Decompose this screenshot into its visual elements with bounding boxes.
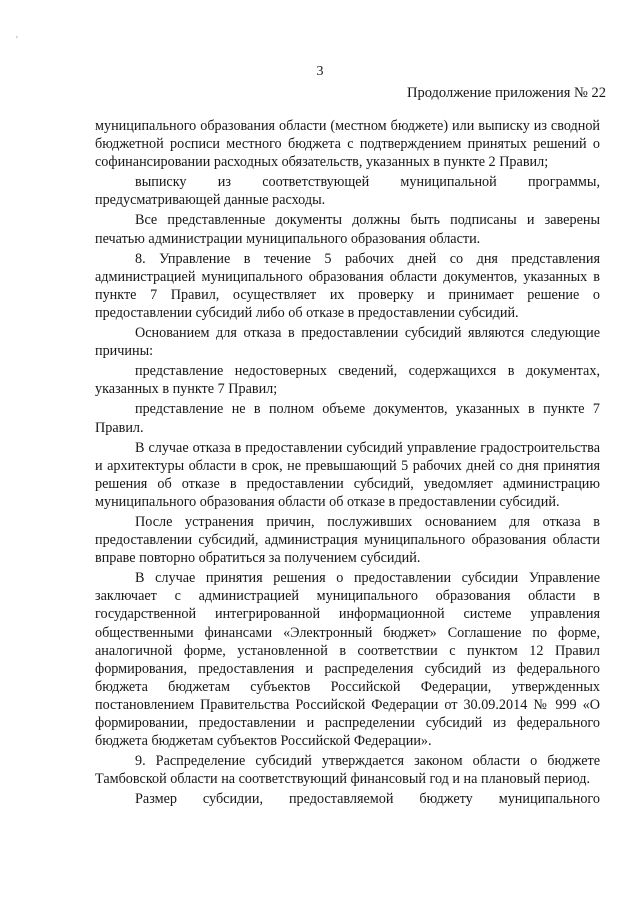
paragraph: выписку из соответствующей муниципальной программы, предусматривающей данные расходы. [95, 174, 600, 209]
paragraph: В случае принятия решения о предоставлении субсидии Управление заключает с администрацией муниципального образования области в государственной интегрированной информационной системе управления общественными финансами «Электронный бюджет» Соглашение по форме, аналогичной форме, установленной в соответствии с пунктом 12 Правил формирования, предоставления и распределения субсидий из федерального бюджета бюджетам субъектов Российской Федерации, утвержденных постановлением Правительства Российской Федерации от 30.09.2014 № 999 «О формировании, предоставлении и распределении субсидий из федерального бюджета бюджетам субъектов Российской Федерации». [95, 570, 600, 750]
paragraph: После устранения причин, послуживших основанием для отказа в предоставлении субсидий, администрация муниципального образования области вправе повторно обратиться за получением субсидий. [95, 513, 600, 567]
paragraph: Размер субсидии, предоставляемой бюджету муниципального [135, 791, 600, 808]
page-number: 3 [316, 64, 324, 79]
paragraph: 8. Управление в течение 5 рабочих дней со дня представления администрацией муниципального образования области документов, указанных в пункте 7 Правил, осуществляет их проверку и принимает решение о предоставлении субсидий либо об отказе в предоставлении субсидий. [95, 250, 600, 321]
margin-mark: ' [16, 35, 18, 46]
paragraph: Все представленные документы должны быть подписаны и заверены печатью администрации муниципального образования области. [95, 212, 600, 247]
paragraph: представление недостоверных сведений, содержащихся в документах, указанных в пункте 7 Правил; [95, 363, 600, 398]
paragraph: 9. Распределение субсидий утверждается законом области о бюджете Тамбовской области на соответствующий финансовый год и на плановый период. [95, 753, 600, 788]
paragraph: Основанием для отказа в предоставлении субсидий являются следующие причины: [95, 325, 600, 360]
appendix-label: Продолжение приложения № 22 [407, 85, 606, 101]
paragraph: муниципального образования области (местном бюджете) или выписку из сводной бюджетной росписи местного бюджета с подтверждением принятых решений о софинансировании расходных обязательств, указанных в пункте 2 Правил; [95, 118, 600, 171]
paragraph: представление не в полном объеме документов, указанных в пункте 7 Правил. [95, 401, 600, 436]
paragraph: В случае отказа в предоставлении субсидий управление градостроительства и архитектуры области в срок, не превышающий 5 рабочих дней со дня принятия решения об отказе в предоставлении субсидий, уведомляет администрацию муниципального образования области об отказе в предоставлении субсидий. [95, 439, 600, 510]
document-body [95, 117, 600, 808]
